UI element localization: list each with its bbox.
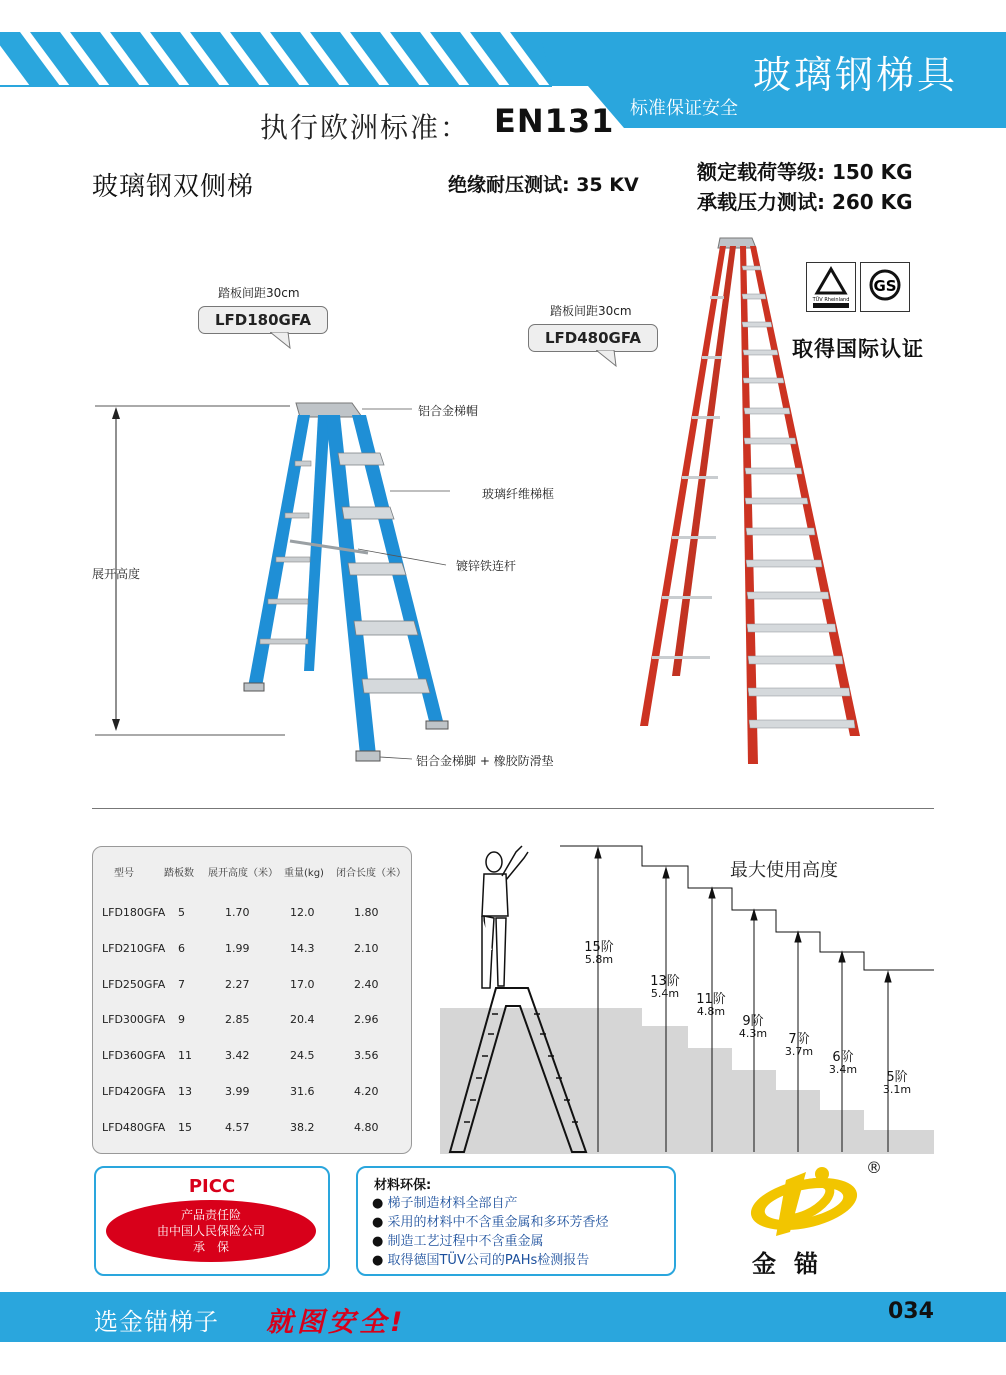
table-cell: 1.80: [354, 906, 379, 919]
table-cell: 7: [178, 977, 185, 991]
bullet-icon: ●: [372, 1234, 384, 1249]
environment-item: ● 取得德国TÜV公司的PAHs检测报告: [372, 1253, 590, 1268]
table-cell: 3.99: [225, 1085, 250, 1098]
table-cell: 2.10: [354, 941, 379, 955]
table-cell: 13: [178, 1085, 192, 1098]
step-count-label: 15阶: [584, 940, 614, 955]
pressure-test: 承载压力测试: 260 KG: [697, 190, 913, 214]
table-cell: 14.3: [290, 941, 315, 955]
table-cell-model: LFD210GFA: [102, 941, 166, 955]
large-ladder-model-tag: LFD480GFA: [528, 324, 658, 352]
table-cell-model: LFD300GFA: [102, 1013, 166, 1027]
registered-mark: ®: [866, 1158, 882, 1177]
jinmao-logo-icon: [746, 1160, 866, 1240]
table-cell: 9: [178, 1013, 185, 1027]
large-ladder-illustration: [640, 236, 870, 776]
table-cell: 24.5: [290, 1049, 315, 1063]
max-height-title: 最大使用高度: [730, 860, 838, 881]
table-cell: 2.40: [354, 977, 379, 991]
environment-item: ● 制造工艺过程中不含重金属: [372, 1234, 544, 1249]
gs-mark-icon: [860, 262, 910, 312]
rated-load: 额定载荷等级: 150 KG: [697, 160, 913, 184]
bullet-icon: ●: [372, 1196, 384, 1211]
brand-name: 金锚: [752, 1250, 836, 1278]
section-divider: [92, 808, 934, 809]
step-height-label: 5.4m: [650, 987, 680, 1000]
callout-frame: 玻璃纤维梯框: [482, 487, 555, 501]
table-cell: 38.2: [290, 1120, 315, 1134]
tuv-rheinland-icon: [806, 262, 856, 312]
insurance-title: PICC: [188, 1176, 236, 1197]
table-cell: 3.56: [354, 1049, 379, 1063]
table-header-weight: 重量(kg): [284, 868, 324, 879]
table-cell: 11: [178, 1049, 192, 1063]
table-cell: 1.70: [225, 906, 250, 919]
step-height-label: 4.3m: [738, 1027, 768, 1040]
table-cell-model: LFD180GFA: [102, 906, 166, 919]
table-cell: 17.0: [290, 977, 315, 991]
step-height-label: 4.8m: [696, 1005, 726, 1018]
step-count-label: 7阶: [788, 1032, 810, 1047]
table-cell: 5: [178, 906, 185, 919]
table-cell-model: LFD250GFA: [102, 977, 166, 991]
table-header-steps: 踏板数: [164, 868, 194, 879]
table-cell: 3.42: [225, 1049, 250, 1063]
table-cell: 20.4: [290, 1013, 315, 1027]
bullet-icon: ●: [372, 1215, 384, 1230]
header-stripes: [0, 32, 580, 86]
step-height-label: 3.7m: [784, 1045, 814, 1058]
table-cell: 2.85: [225, 1013, 250, 1027]
table-header-model: 型号: [114, 868, 134, 879]
certification-text: 取得国际认证: [792, 337, 924, 361]
step-count-label: 6阶: [832, 1050, 854, 1065]
callout-rod: 镀锌铁连杆: [456, 559, 517, 573]
header-subtitle: 标准保证安全: [630, 98, 738, 119]
step-count-label: 11阶: [696, 992, 726, 1007]
table-cell-model: LFD360GFA: [102, 1049, 166, 1063]
standard-value: EN131: [494, 102, 615, 140]
insulation-test: 绝缘耐压测试: 35 KV: [448, 174, 639, 196]
small-tag-pointer: [270, 332, 310, 352]
insurance-line2: 由中国人民保险公司: [156, 1224, 265, 1238]
insurance-line3: 承 保: [192, 1240, 229, 1254]
step-count-label: 5阶: [886, 1070, 908, 1085]
table-header-height: 展开高度（米）: [208, 868, 278, 879]
table-cell: 31.6: [290, 1085, 315, 1098]
environment-item: ● 梯子制造材料全部自产: [372, 1196, 518, 1211]
header-title: 玻璃钢梯具: [752, 53, 958, 97]
footer-slogan: 就图安全!: [266, 1307, 407, 1338]
table-header-closed: 闭合长度（米）: [336, 868, 406, 879]
bullet-icon: ●: [372, 1253, 384, 1268]
insurance-line1: 产品责任险: [180, 1208, 241, 1222]
spec-table: [92, 846, 412, 1154]
step-height-label: 3.4m: [828, 1063, 858, 1076]
step-height-label: 5.8m: [584, 953, 614, 966]
svg-text:TÜV Rheinland: TÜV Rheinland: [812, 297, 850, 303]
table-cell: 1.99: [225, 941, 250, 955]
callout-cap: 铝合金梯帽: [418, 404, 479, 418]
table-cell: 2.27: [225, 977, 250, 991]
step-count-label: 13阶: [650, 974, 680, 989]
callout-foot: 铝合金梯脚 + 橡胶防滑垫: [416, 754, 554, 768]
step-height-label: 3.1m: [882, 1083, 912, 1096]
gs-label: GS: [873, 277, 897, 295]
step-count-label: 9阶: [742, 1014, 764, 1029]
callout-height: 展开高度: [92, 567, 141, 581]
table-cell: 15: [178, 1120, 192, 1134]
table-cell: 2.96: [354, 1013, 379, 1027]
footer-text: 选金锚梯子: [94, 1308, 219, 1336]
small-ladder-illustration: [90, 395, 450, 775]
table-cell-model: LFD480GFA: [102, 1120, 166, 1134]
table-cell: 12.0: [290, 906, 315, 919]
large-tag-pointer: [596, 350, 636, 370]
table-cell: 6: [178, 941, 185, 955]
standard-label: 执行欧洲标准：: [260, 111, 471, 144]
table-cell: 4.80: [354, 1120, 379, 1134]
small-ladder-model-tag: LFD180GFA: [198, 306, 328, 334]
small-ladder-spacing-note: 踏板间距30cm: [218, 286, 300, 300]
table-cell-model: LFD420GFA: [102, 1085, 166, 1098]
page-number: 034: [888, 1299, 934, 1324]
environment-item: ● 采用的材料中不含重金属和多环芳香烃: [372, 1215, 609, 1230]
table-cell: 4.57: [225, 1120, 250, 1134]
table-cell: 4.20: [354, 1085, 379, 1098]
large-ladder-spacing-note: 踏板间距30cm: [550, 304, 632, 318]
product-name: 玻璃钢双侧梯: [92, 172, 255, 202]
environment-title: 材料环保:: [374, 1178, 432, 1193]
